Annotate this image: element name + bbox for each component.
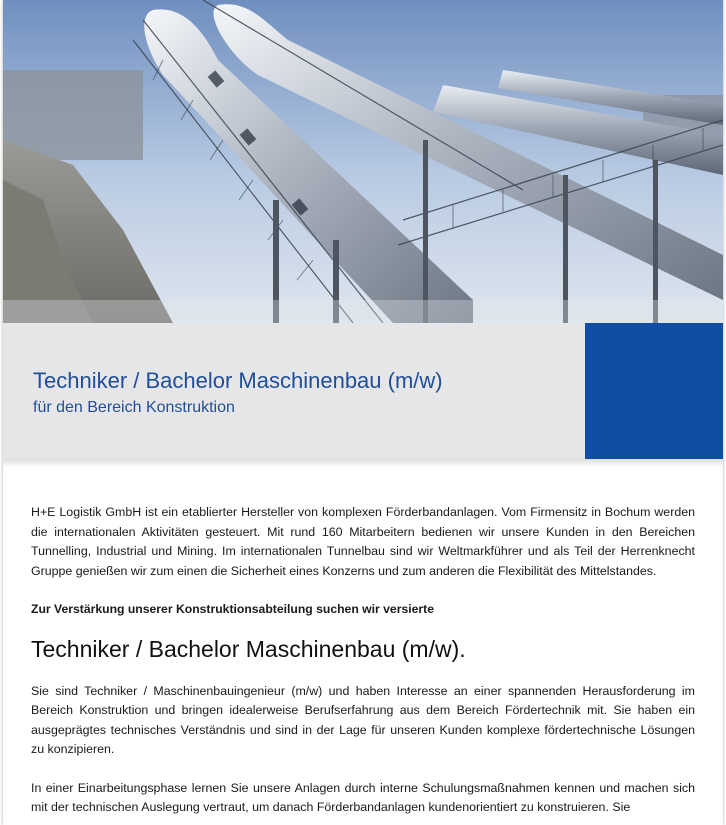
lead-sentence: Zur Verstärkung unserer Konstruktionsabteilung suchen wir versierte — [31, 602, 434, 616]
onboarding-paragraph: In einer Einarbeitungsphase lernen Sie unsere Anlagen durch interne Schulungsmaßnahmen kennen und machen sich mit der technischen Auslegung vertraut, um danach Förderbandanlagen kundenorientiert zu konstruieren. Sie — [31, 780, 695, 814]
profile-paragraph: Sie sind Techniker / Maschinenbauingenieur (m/w) und haben Interesse an einer spannenden Herausforderung im Bereich Konstruktion und bringen idealerweise Berufserfahrung aus dem Bereich Fördertechnik mit. Sie haben ein ausgeprägtes technisches Verständnis und sind in der Lage für unseren Kunden komplexe fördertechnische Lösungen zu konzipieren. — [31, 683, 695, 756]
company-intro: H+E Logistik GmbH ist ein etablierter Hersteller von komplexen Förderbandanlagen. Vom Firmensitz in Bochum werden die internationalen Aktivitäten gesteuert. Mit rund 160 Mitarbeitern bedienen wir unsere Kunden in den Bereichen Tunnelling, Industrial und Mining. Im internationalen Tunnelbau sind wir Weltmarkführer und als Teil der Herrenknecht Gruppe genießen wir zum einen die Sicherheit eines Konzerns und zum anderen die Flexibilität des Mittelstandes. — [31, 505, 695, 578]
job-subtitle: für den Bereich Konstruktion — [33, 399, 235, 416]
position-heading: Techniker / Bachelor Maschinenbau (m/w). — [31, 635, 466, 662]
job-title: Techniker / Bachelor Maschinenbau (m/w) — [33, 368, 443, 393]
title-band — [3, 323, 723, 460]
brand-color-block — [585, 323, 723, 459]
job-description — [31, 503, 695, 825]
band-shadow — [3, 459, 723, 467]
conveyor-photo — [3, 0, 723, 323]
job-ad-page — [3, 0, 723, 825]
